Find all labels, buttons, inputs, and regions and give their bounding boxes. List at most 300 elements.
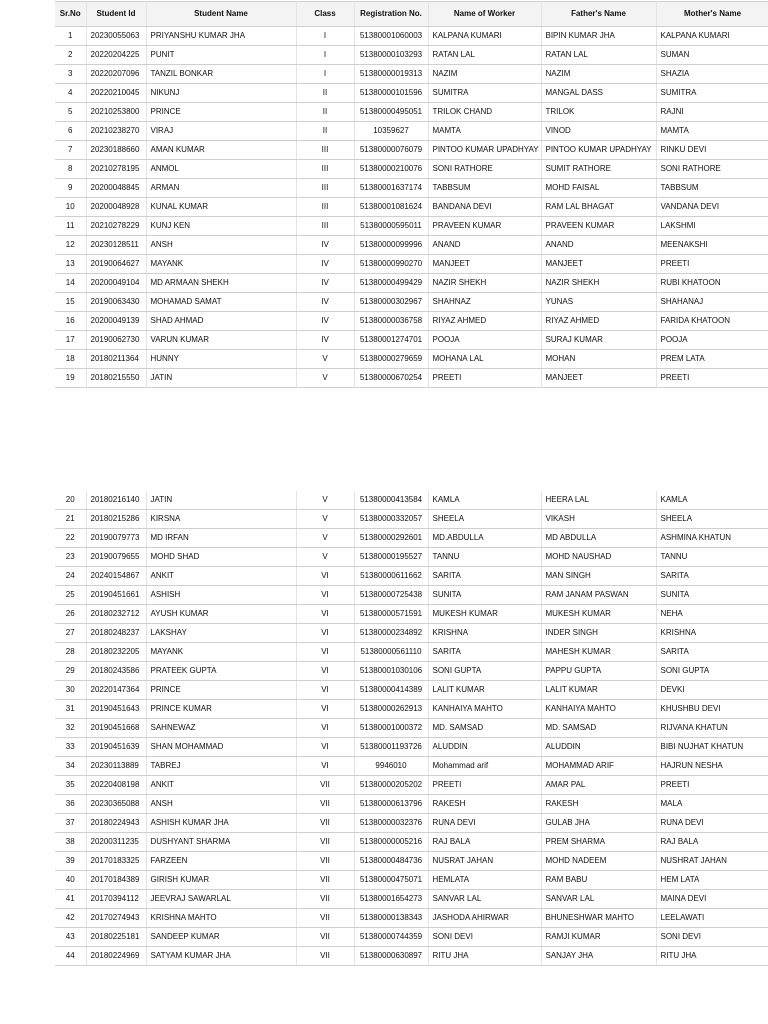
table-row	[55, 548, 768, 567]
registration-no-cell: 51380000292601	[354, 529, 428, 548]
student-id-cell: 20180225181	[86, 928, 146, 947]
sr-no-cell: 16	[55, 312, 86, 331]
student-name-cell: SATYAM KUMAR JHA	[146, 947, 296, 966]
worker-name-cell: SONI GUPTA	[428, 662, 541, 681]
father-name-cell: BHUNESHWAR MAHTO	[541, 909, 656, 928]
worker-name-cell: SARITA	[428, 567, 541, 586]
student-name-cell: ANSH	[146, 236, 296, 255]
mother-name-cell: NUSHRAT JAHAN	[656, 852, 768, 871]
class-cell: VI	[296, 757, 354, 776]
registration-no-cell: 51380000262913	[354, 700, 428, 719]
student-id-cell: 20180216140	[86, 491, 146, 510]
class-cell: VI	[296, 719, 354, 738]
worker-name-cell: TABBSUM	[428, 179, 541, 198]
registration-no-cell: 51380000495051	[354, 103, 428, 122]
registration-no-cell: 51380000332057	[354, 510, 428, 529]
student-id-cell: 20190079655	[86, 548, 146, 567]
student-table-page-1	[55, 1, 768, 388]
student-id-cell: 20230055063	[86, 27, 146, 46]
worker-name-cell: LALIT KUMAR	[428, 681, 541, 700]
mother-name-cell: PREETI	[656, 776, 768, 795]
class-cell: IV	[296, 236, 354, 255]
sr-no-cell: 22	[55, 529, 86, 548]
student-name-cell: TANZIL BONKAR	[146, 65, 296, 84]
class-cell: I	[296, 27, 354, 46]
student-id-cell: 20190451639	[86, 738, 146, 757]
page-break	[0, 395, 768, 485]
student-name-cell: PRINCE	[146, 681, 296, 700]
registration-no-cell: 51380000744359	[354, 928, 428, 947]
mother-name-cell: SONI RATHORE	[656, 160, 768, 179]
worker-name-cell: TANNU	[428, 548, 541, 567]
sr-no-cell: 43	[55, 928, 86, 947]
class-cell: II	[296, 84, 354, 103]
sr-no-cell: 41	[55, 890, 86, 909]
table-row	[55, 293, 768, 312]
father-name-cell: KANHAIYA MAHTO	[541, 700, 656, 719]
sr-no-cell: 31	[55, 700, 86, 719]
worker-name-cell: SUMITRA	[428, 84, 541, 103]
father-name-cell: SANJAY JHA	[541, 947, 656, 966]
sr-no-cell: 33	[55, 738, 86, 757]
header-mothers-name: Mother's Name	[656, 2, 768, 27]
worker-name-cell: NUSRAT JAHAN	[428, 852, 541, 871]
worker-name-cell: SANVAR LAL	[428, 890, 541, 909]
sr-no-cell: 17	[55, 331, 86, 350]
student-name-cell: KIRSNA	[146, 510, 296, 529]
table-row	[55, 331, 768, 350]
class-cell: V	[296, 491, 354, 510]
mother-name-cell: HEM LATA	[656, 871, 768, 890]
class-cell: VII	[296, 871, 354, 890]
student-name-cell: NIKUNJ	[146, 84, 296, 103]
sr-no-cell: 35	[55, 776, 86, 795]
table-row	[55, 160, 768, 179]
worker-name-cell: RIYAZ AHMED	[428, 312, 541, 331]
class-cell: II	[296, 122, 354, 141]
sr-no-cell: 26	[55, 605, 86, 624]
sr-no-cell: 42	[55, 909, 86, 928]
sr-no-cell: 8	[55, 160, 86, 179]
registration-no-cell: 51380000019313	[354, 65, 428, 84]
sr-no-cell: 9	[55, 179, 86, 198]
student-name-cell: MOHD SHAD	[146, 548, 296, 567]
worker-name-cell: RAKESH	[428, 795, 541, 814]
father-name-cell: MANJEET	[541, 369, 656, 388]
worker-name-cell: PREETI	[428, 776, 541, 795]
sr-no-cell: 29	[55, 662, 86, 681]
mother-name-cell: POOJA	[656, 331, 768, 350]
sr-no-cell: 20	[55, 491, 86, 510]
father-name-cell: PREM SHARMA	[541, 833, 656, 852]
student-name-cell: GIRISH KUMAR	[146, 871, 296, 890]
table-row	[55, 103, 768, 122]
student-id-cell: 20210238270	[86, 122, 146, 141]
student-name-cell: PRINCE KUMAR	[146, 700, 296, 719]
registration-no-cell: 51380000099996	[354, 236, 428, 255]
sr-no-cell: 32	[55, 719, 86, 738]
father-name-cell: RAM BABU	[541, 871, 656, 890]
student-id-cell: 20220207096	[86, 65, 146, 84]
mother-name-cell: HAJRUN NESHA	[656, 757, 768, 776]
mother-name-cell: SUMAN	[656, 46, 768, 65]
registration-no-cell: 51380001637174	[354, 179, 428, 198]
student-id-cell: 20230113889	[86, 757, 146, 776]
registration-no-cell: 51380000630897	[354, 947, 428, 966]
worker-name-cell: MD.ABDULLA	[428, 529, 541, 548]
table-body-page-1	[55, 27, 768, 388]
mother-name-cell: SONI GUPTA	[656, 662, 768, 681]
worker-name-cell: ANAND	[428, 236, 541, 255]
worker-name-cell: SUNITA	[428, 586, 541, 605]
student-id-cell: 20230188660	[86, 141, 146, 160]
registration-no-cell: 51380000076079	[354, 141, 428, 160]
student-id-cell: 20210278229	[86, 217, 146, 236]
mother-name-cell: RAJNI	[656, 103, 768, 122]
registration-no-cell: 10359627	[354, 122, 428, 141]
sr-no-cell: 30	[55, 681, 86, 700]
class-cell: VII	[296, 795, 354, 814]
class-cell: VII	[296, 909, 354, 928]
mother-name-cell: RITU JHA	[656, 947, 768, 966]
registration-no-cell: 51380000005216	[354, 833, 428, 852]
sr-no-cell: 10	[55, 198, 86, 217]
worker-name-cell: KANHAIYA MAHTO	[428, 700, 541, 719]
mother-name-cell: FARIDA KHATOON	[656, 312, 768, 331]
sr-no-cell: 11	[55, 217, 86, 236]
student-name-cell: MAYANK	[146, 643, 296, 662]
student-name-cell: JEEVRAJ SAWARLAL	[146, 890, 296, 909]
student-id-cell: 20190451668	[86, 719, 146, 738]
father-name-cell: MANGAL DASS	[541, 84, 656, 103]
class-cell: I	[296, 65, 354, 84]
worker-name-cell: KALPANA KUMARI	[428, 27, 541, 46]
student-id-cell: 20180232205	[86, 643, 146, 662]
registration-no-cell: 51380000725438	[354, 586, 428, 605]
registration-no-cell: 51380000475071	[354, 871, 428, 890]
mother-name-cell: SUMITRA	[656, 84, 768, 103]
table-row	[55, 814, 768, 833]
student-name-cell: AMAN KUMAR	[146, 141, 296, 160]
class-cell: V	[296, 548, 354, 567]
class-cell: VI	[296, 700, 354, 719]
registration-no-cell: 51380000571591	[354, 605, 428, 624]
sr-no-cell: 24	[55, 567, 86, 586]
worker-name-cell: POOJA	[428, 331, 541, 350]
class-cell: VI	[296, 586, 354, 605]
sr-no-cell: 25	[55, 586, 86, 605]
sr-no-cell: 12	[55, 236, 86, 255]
table-row	[55, 909, 768, 928]
student-name-cell: MD IRFAN	[146, 529, 296, 548]
registration-no-cell: 51380000205202	[354, 776, 428, 795]
registration-no-cell: 51380000195527	[354, 548, 428, 567]
father-name-cell: BIPIN KUMAR JHA	[541, 27, 656, 46]
father-name-cell: SUMIT RATHORE	[541, 160, 656, 179]
sr-no-cell: 23	[55, 548, 86, 567]
table-row	[55, 65, 768, 84]
father-name-cell: RAMJI KUMAR	[541, 928, 656, 947]
father-name-cell: ANAND	[541, 236, 656, 255]
class-cell: III	[296, 217, 354, 236]
table-row	[55, 236, 768, 255]
student-name-cell: ANKIT	[146, 567, 296, 586]
sr-no-cell: 13	[55, 255, 86, 274]
table-row	[55, 529, 768, 548]
registration-no-cell: 51380000499429	[354, 274, 428, 293]
class-cell: III	[296, 141, 354, 160]
class-cell: IV	[296, 293, 354, 312]
student-id-cell: 20190079773	[86, 529, 146, 548]
worker-name-cell: PREETI	[428, 369, 541, 388]
student-id-cell: 20230365088	[86, 795, 146, 814]
sr-no-cell: 18	[55, 350, 86, 369]
student-id-cell: 20210253800	[86, 103, 146, 122]
student-name-cell: SHAD AHMAD	[146, 312, 296, 331]
table-row	[55, 776, 768, 795]
student-name-cell: SAHNEWAZ	[146, 719, 296, 738]
mother-name-cell: PREETI	[656, 255, 768, 274]
student-id-cell: 20180215550	[86, 369, 146, 388]
sr-no-cell: 34	[55, 757, 86, 776]
class-cell: VI	[296, 567, 354, 586]
registration-no-cell: 51380001274701	[354, 331, 428, 350]
sr-no-cell: 44	[55, 947, 86, 966]
table-row	[55, 833, 768, 852]
worker-name-cell: MUKESH KUMAR	[428, 605, 541, 624]
mother-name-cell: MEENAKSHI	[656, 236, 768, 255]
class-cell: IV	[296, 274, 354, 293]
registration-no-cell: 51380000279659	[354, 350, 428, 369]
sr-no-cell: 1	[55, 27, 86, 46]
student-id-cell: 20180211364	[86, 350, 146, 369]
table-row	[55, 46, 768, 65]
sr-no-cell: 2	[55, 46, 86, 65]
student-name-cell: ASHISH KUMAR JHA	[146, 814, 296, 833]
student-id-cell: 20220408198	[86, 776, 146, 795]
father-name-cell: MAN SINGH	[541, 567, 656, 586]
student-id-cell: 20190451643	[86, 700, 146, 719]
sr-no-cell: 28	[55, 643, 86, 662]
student-id-cell: 20240154867	[86, 567, 146, 586]
worker-name-cell: JASHODA AHIRWAR	[428, 909, 541, 928]
mother-name-cell: KALPANA KUMARI	[656, 27, 768, 46]
header-class: Class	[296, 2, 354, 27]
student-id-cell: 20180224969	[86, 947, 146, 966]
mother-name-cell: TABBSUM	[656, 179, 768, 198]
father-name-cell: MOHD NADEEM	[541, 852, 656, 871]
class-cell: VII	[296, 947, 354, 966]
table-row	[55, 491, 768, 510]
father-name-cell: HEERA LAL	[541, 491, 656, 510]
table-row	[55, 795, 768, 814]
student-name-cell: MAYANK	[146, 255, 296, 274]
sr-no-cell: 36	[55, 795, 86, 814]
mother-name-cell: SHEELA	[656, 510, 768, 529]
class-cell: VII	[296, 890, 354, 909]
student-name-cell: LAKSHAY	[146, 624, 296, 643]
student-id-cell: 20190063430	[86, 293, 146, 312]
worker-name-cell: SONI RATHORE	[428, 160, 541, 179]
father-name-cell: RAM LAL BHAGAT	[541, 198, 656, 217]
worker-name-cell: RITU JHA	[428, 947, 541, 966]
student-id-cell: 20200311235	[86, 833, 146, 852]
father-name-cell: RAKESH	[541, 795, 656, 814]
table-row	[55, 928, 768, 947]
student-name-cell: ANKIT	[146, 776, 296, 795]
father-name-cell: NAZIM	[541, 65, 656, 84]
father-name-cell: MD ABDULLA	[541, 529, 656, 548]
father-name-cell: MAHESH KUMAR	[541, 643, 656, 662]
table-row	[55, 217, 768, 236]
header-name-of-worker: Name of Worker	[428, 2, 541, 27]
class-cell: III	[296, 160, 354, 179]
father-name-cell: MANJEET	[541, 255, 656, 274]
mother-name-cell: RINKU DEVI	[656, 141, 768, 160]
class-cell: IV	[296, 331, 354, 350]
father-name-cell: TRILOK	[541, 103, 656, 122]
student-id-cell: 20210278195	[86, 160, 146, 179]
sr-no-cell: 15	[55, 293, 86, 312]
worker-name-cell: MAMTA	[428, 122, 541, 141]
class-cell: VI	[296, 738, 354, 757]
father-name-cell: PINTOO KUMAR UPADHYAY	[541, 141, 656, 160]
registration-no-cell: 51380000138343	[354, 909, 428, 928]
class-cell: III	[296, 179, 354, 198]
student-name-cell: PRIYANSHU KUMAR JHA	[146, 27, 296, 46]
student-id-cell: 20220147364	[86, 681, 146, 700]
student-name-cell: HUNNY	[146, 350, 296, 369]
student-name-cell: PRATEEK GUPTA	[146, 662, 296, 681]
worker-name-cell: BANDANA DEVI	[428, 198, 541, 217]
father-name-cell: RAM JANAM PASWAN	[541, 586, 656, 605]
student-id-cell: 20190064627	[86, 255, 146, 274]
table-row	[55, 350, 768, 369]
class-cell: V	[296, 510, 354, 529]
registration-no-cell: 51380000103293	[354, 46, 428, 65]
mother-name-cell: PREETI	[656, 369, 768, 388]
table-row	[55, 141, 768, 160]
class-cell: VI	[296, 624, 354, 643]
mother-name-cell: LEELAWATI	[656, 909, 768, 928]
student-name-cell: SHAN MOHAMMAD	[146, 738, 296, 757]
class-cell: V	[296, 529, 354, 548]
student-name-cell: ANMOL	[146, 160, 296, 179]
father-name-cell: MOHAN	[541, 350, 656, 369]
registration-no-cell: 51380000613796	[354, 795, 428, 814]
table-row	[55, 274, 768, 293]
table-row	[55, 567, 768, 586]
student-id-cell: 20220210045	[86, 84, 146, 103]
worker-name-cell: ALUDDIN	[428, 738, 541, 757]
mother-name-cell: KHUSHBU DEVI	[656, 700, 768, 719]
worker-name-cell: KAMLA	[428, 491, 541, 510]
worker-name-cell: SARITA	[428, 643, 541, 662]
registration-no-cell: 51380000414389	[354, 681, 428, 700]
student-name-cell: VARUN KUMAR	[146, 331, 296, 350]
student-id-cell: 20180243586	[86, 662, 146, 681]
student-name-cell: AYUSH KUMAR	[146, 605, 296, 624]
class-cell: V	[296, 350, 354, 369]
father-name-cell: YUNAS	[541, 293, 656, 312]
mother-name-cell: TANNU	[656, 548, 768, 567]
worker-name-cell: HEMLATA	[428, 871, 541, 890]
student-name-cell: MOHAMAD SAMAT	[146, 293, 296, 312]
sr-no-cell: 3	[55, 65, 86, 84]
registration-no-cell: 51380000234892	[354, 624, 428, 643]
class-cell: VI	[296, 681, 354, 700]
table-row	[55, 852, 768, 871]
sr-no-cell: 21	[55, 510, 86, 529]
registration-no-cell: 51380000302967	[354, 293, 428, 312]
class-cell: I	[296, 46, 354, 65]
student-id-cell: 20200049104	[86, 274, 146, 293]
class-cell: VI	[296, 662, 354, 681]
father-name-cell: MUKESH KUMAR	[541, 605, 656, 624]
student-name-cell: KUNJ KEN	[146, 217, 296, 236]
mother-name-cell: ASHMINA KHATUN	[656, 529, 768, 548]
student-name-cell: SANDEEP KUMAR	[146, 928, 296, 947]
mother-name-cell: PREM LATA	[656, 350, 768, 369]
table-row	[55, 681, 768, 700]
worker-name-cell: RAJ BALA	[428, 833, 541, 852]
mother-name-cell: NEHA	[656, 605, 768, 624]
student-name-cell: KRISHNA MAHTO	[146, 909, 296, 928]
registration-no-cell: 51380000210076	[354, 160, 428, 179]
father-name-cell: NAZIR SHEKH	[541, 274, 656, 293]
registration-no-cell: 51380001060003	[354, 27, 428, 46]
mother-name-cell: SHAZIA	[656, 65, 768, 84]
sr-no-cell: 6	[55, 122, 86, 141]
table-row	[55, 624, 768, 643]
mother-name-cell: SARITA	[656, 643, 768, 662]
table-row	[55, 662, 768, 681]
student-id-cell: 20180215286	[86, 510, 146, 529]
student-id-cell: 20170274943	[86, 909, 146, 928]
header-sr-no: Sr.No	[55, 2, 86, 27]
father-name-cell: VINOD	[541, 122, 656, 141]
student-name-cell: JATIN	[146, 491, 296, 510]
sr-no-cell: 5	[55, 103, 86, 122]
student-id-cell: 20180224943	[86, 814, 146, 833]
registration-no-cell: 51380000595011	[354, 217, 428, 236]
registration-no-cell: 51380000484736	[354, 852, 428, 871]
student-id-cell: 20230128511	[86, 236, 146, 255]
registration-no-cell: 51380001000372	[354, 719, 428, 738]
sr-no-cell: 39	[55, 852, 86, 871]
worker-name-cell: NAZIM	[428, 65, 541, 84]
registration-no-cell: 51380000561110	[354, 643, 428, 662]
header-fathers-name: Father's Name	[541, 2, 656, 27]
worker-name-cell: PRAVEEN KUMAR	[428, 217, 541, 236]
sr-no-cell: 19	[55, 369, 86, 388]
header-student-id: Student Id	[86, 2, 146, 27]
father-name-cell: MD. SAMSAD	[541, 719, 656, 738]
worker-name-cell: MANJEET	[428, 255, 541, 274]
mother-name-cell: SUNITA	[656, 586, 768, 605]
sr-no-cell: 37	[55, 814, 86, 833]
table-row	[55, 605, 768, 624]
class-cell: IV	[296, 255, 354, 274]
table-row	[55, 871, 768, 890]
table-body-page-2	[55, 491, 768, 966]
mother-name-cell: KAMLA	[656, 491, 768, 510]
mother-name-cell: RUNA DEVI	[656, 814, 768, 833]
table-header-row	[55, 2, 768, 27]
father-name-cell: AMAR PAL	[541, 776, 656, 795]
class-cell: V	[296, 369, 354, 388]
mother-name-cell: KRISHNA	[656, 624, 768, 643]
